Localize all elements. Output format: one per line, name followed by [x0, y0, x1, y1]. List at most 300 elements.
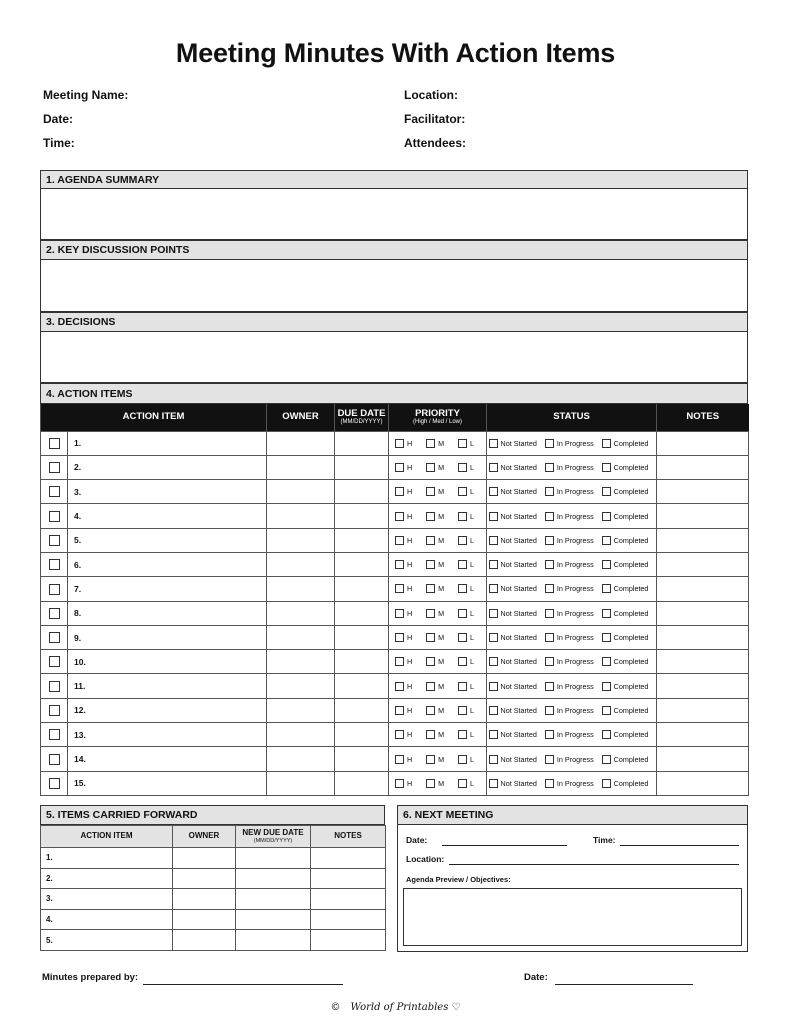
notes-cell[interactable] [657, 480, 749, 504]
checkbox-icon[interactable] [426, 682, 435, 691]
checkbox-icon[interactable] [426, 657, 435, 666]
checkbox-icon[interactable] [426, 584, 435, 593]
priority-option[interactable] [426, 512, 444, 521]
row-checkbox-icon[interactable] [49, 559, 60, 570]
status-option[interactable] [602, 730, 649, 739]
notes-cell[interactable] [657, 747, 749, 771]
status-option[interactable] [545, 682, 594, 691]
priority-option[interactable] [426, 730, 444, 739]
checkbox-icon[interactable] [458, 439, 467, 448]
owner-cell[interactable] [267, 723, 335, 747]
checkbox-icon[interactable] [602, 755, 611, 764]
status-option[interactable] [602, 487, 649, 496]
time-input[interactable] [135, 145, 328, 165]
checkbox-icon[interactable] [602, 536, 611, 545]
priority-option[interactable] [426, 682, 444, 691]
priority-option[interactable] [395, 657, 412, 666]
checkbox-icon[interactable] [602, 609, 611, 618]
owner-cell[interactable] [267, 552, 335, 576]
checkbox-icon[interactable] [489, 779, 498, 788]
priority-option[interactable] [458, 512, 474, 521]
priority-option[interactable] [458, 633, 474, 642]
checkbox-icon[interactable] [545, 609, 554, 618]
due-date-cell[interactable] [335, 528, 389, 552]
priority-option[interactable] [426, 657, 444, 666]
checkbox-icon[interactable] [395, 463, 404, 472]
row-check-cell[interactable] [41, 747, 68, 771]
priority-option[interactable] [426, 536, 444, 545]
action-item-cell[interactable] [68, 504, 267, 528]
status-option[interactable] [489, 609, 537, 618]
checkbox-icon[interactable] [458, 463, 467, 472]
row-check-cell[interactable] [41, 431, 68, 455]
cf-owner-cell[interactable] [173, 848, 236, 869]
cf-owner-cell[interactable] [173, 889, 236, 910]
checkbox-icon[interactable] [602, 584, 611, 593]
due-date-cell[interactable] [335, 455, 389, 479]
checkbox-icon[interactable] [545, 755, 554, 764]
checkbox-icon[interactable] [545, 706, 554, 715]
cf-owner-cell[interactable] [173, 909, 236, 930]
action-item-cell[interactable] [68, 650, 267, 674]
owner-cell[interactable] [267, 577, 335, 601]
priority-option[interactable] [458, 609, 474, 618]
priority-option[interactable] [395, 682, 412, 691]
status-option[interactable] [602, 682, 649, 691]
notes-cell[interactable] [657, 601, 749, 625]
checkbox-icon[interactable] [602, 730, 611, 739]
row-checkbox-icon[interactable] [49, 754, 60, 765]
checkbox-icon[interactable] [489, 609, 498, 618]
cf-owner-cell[interactable] [173, 930, 236, 951]
checkbox-icon[interactable] [395, 657, 404, 666]
checkbox-icon[interactable] [602, 657, 611, 666]
checkbox-icon[interactable] [458, 755, 467, 764]
status-option[interactable] [602, 779, 649, 788]
checkbox-icon[interactable] [395, 779, 404, 788]
checkbox-icon[interactable] [545, 682, 554, 691]
priority-option[interactable] [426, 439, 444, 448]
checkbox-icon[interactable] [545, 657, 554, 666]
checkbox-icon[interactable] [395, 633, 404, 642]
location-input[interactable] [476, 97, 735, 117]
status-option[interactable] [489, 512, 537, 521]
due-date-cell[interactable] [335, 771, 389, 795]
checkbox-icon[interactable] [602, 706, 611, 715]
owner-cell[interactable] [267, 504, 335, 528]
status-option[interactable] [602, 706, 649, 715]
priority-option[interactable] [458, 439, 474, 448]
cf-new-due-date-cell[interactable] [236, 889, 311, 910]
cf-owner-cell[interactable] [173, 868, 236, 889]
cf-new-due-date-cell[interactable] [236, 868, 311, 889]
priority-option[interactable] [395, 706, 412, 715]
priority-option[interactable] [426, 560, 444, 569]
due-date-cell[interactable] [335, 674, 389, 698]
status-option[interactable] [489, 439, 537, 448]
notes-cell[interactable] [657, 771, 749, 795]
owner-cell[interactable] [267, 528, 335, 552]
priority-option[interactable] [426, 755, 444, 764]
action-item-cell[interactable] [68, 577, 267, 601]
notes-cell[interactable] [657, 674, 749, 698]
priority-option[interactable] [395, 463, 412, 472]
checkbox-icon[interactable] [545, 584, 554, 593]
checkbox-icon[interactable] [458, 536, 467, 545]
checkbox-icon[interactable] [458, 560, 467, 569]
checkbox-icon[interactable] [489, 439, 498, 448]
priority-option[interactable] [458, 657, 474, 666]
status-option[interactable] [602, 536, 649, 545]
cf-notes-cell[interactable] [311, 868, 386, 889]
status-option[interactable] [602, 584, 649, 593]
due-date-cell[interactable] [335, 723, 389, 747]
priority-option[interactable] [458, 560, 474, 569]
facilitator-input[interactable] [476, 121, 735, 141]
priority-option[interactable] [395, 584, 412, 593]
checkbox-icon[interactable] [395, 512, 404, 521]
status-option[interactable] [489, 755, 537, 764]
row-check-cell[interactable] [41, 674, 68, 698]
status-option[interactable] [602, 512, 649, 521]
row-check-cell[interactable] [41, 601, 68, 625]
checkbox-icon[interactable] [426, 487, 435, 496]
priority-option[interactable] [395, 755, 412, 764]
action-item-cell[interactable] [68, 625, 267, 649]
due-date-cell[interactable] [335, 747, 389, 771]
cf-new-due-date-cell[interactable] [236, 930, 311, 951]
notes-cell[interactable] [657, 577, 749, 601]
status-option[interactable] [489, 584, 537, 593]
due-date-cell[interactable] [335, 431, 389, 455]
row-check-cell[interactable] [41, 650, 68, 674]
status-option[interactable] [545, 512, 594, 521]
notes-cell[interactable] [657, 625, 749, 649]
checkbox-icon[interactable] [426, 609, 435, 618]
row-check-cell[interactable] [41, 552, 68, 576]
row-check-cell[interactable] [41, 698, 68, 722]
status-option[interactable] [545, 536, 594, 545]
priority-option[interactable] [395, 536, 412, 545]
notes-cell[interactable] [657, 698, 749, 722]
checkbox-icon[interactable] [602, 682, 611, 691]
checkbox-icon[interactable] [426, 536, 435, 545]
status-option[interactable] [602, 463, 649, 472]
row-checkbox-icon[interactable] [49, 511, 60, 522]
checkbox-icon[interactable] [458, 487, 467, 496]
checkbox-icon[interactable] [602, 439, 611, 448]
notes-cell[interactable] [657, 455, 749, 479]
priority-option[interactable] [458, 682, 474, 691]
notes-cell[interactable] [657, 431, 749, 455]
owner-cell[interactable] [267, 455, 335, 479]
checkbox-icon[interactable] [395, 755, 404, 764]
row-checkbox-icon[interactable] [49, 535, 60, 546]
row-check-cell[interactable] [41, 480, 68, 504]
row-checkbox-icon[interactable] [49, 729, 60, 740]
action-item-cell[interactable] [68, 552, 267, 576]
status-option[interactable] [489, 706, 537, 715]
status-option[interactable] [545, 657, 594, 666]
cf-notes-cell[interactable] [311, 848, 386, 869]
checkbox-icon[interactable] [426, 779, 435, 788]
priority-option[interactable] [458, 779, 474, 788]
cf-action-item-cell[interactable] [41, 868, 173, 889]
checkbox-icon[interactable] [426, 560, 435, 569]
priority-option[interactable] [426, 633, 444, 642]
row-checkbox-icon[interactable] [49, 656, 60, 667]
row-checkbox-icon[interactable] [49, 438, 60, 449]
row-check-cell[interactable] [41, 771, 68, 795]
meeting-name-input[interactable] [135, 97, 328, 117]
status-option[interactable] [602, 755, 649, 764]
owner-cell[interactable] [267, 601, 335, 625]
status-option[interactable] [489, 682, 537, 691]
status-option[interactable] [489, 487, 537, 496]
row-checkbox-icon[interactable] [49, 462, 60, 473]
checkbox-icon[interactable] [426, 439, 435, 448]
priority-option[interactable] [395, 560, 412, 569]
checkbox-icon[interactable] [489, 487, 498, 496]
notes-cell[interactable] [657, 552, 749, 576]
due-date-cell[interactable] [335, 504, 389, 528]
checkbox-icon[interactable] [602, 463, 611, 472]
row-checkbox-icon[interactable] [49, 681, 60, 692]
priority-option[interactable] [458, 584, 474, 593]
cf-notes-cell[interactable] [311, 889, 386, 910]
action-item-cell[interactable] [68, 480, 267, 504]
status-option[interactable] [489, 730, 537, 739]
checkbox-icon[interactable] [545, 536, 554, 545]
notes-cell[interactable] [657, 650, 749, 674]
checkbox-icon[interactable] [602, 560, 611, 569]
checkbox-icon[interactable] [426, 463, 435, 472]
checkbox-icon[interactable] [489, 512, 498, 521]
row-check-cell[interactable] [41, 723, 68, 747]
checkbox-icon[interactable] [458, 682, 467, 691]
checkbox-icon[interactable] [395, 730, 404, 739]
action-item-cell[interactable] [68, 723, 267, 747]
checkbox-icon[interactable] [395, 439, 404, 448]
checkbox-icon[interactable] [458, 609, 467, 618]
date-input[interactable] [135, 121, 328, 141]
checkbox-icon[interactable] [545, 633, 554, 642]
action-item-cell[interactable] [68, 455, 267, 479]
checkbox-icon[interactable] [458, 706, 467, 715]
checkbox-icon[interactable] [395, 536, 404, 545]
checkbox-icon[interactable] [545, 779, 554, 788]
checkbox-icon[interactable] [489, 463, 498, 472]
due-date-cell[interactable] [335, 625, 389, 649]
action-item-cell[interactable] [68, 747, 267, 771]
status-option[interactable] [602, 657, 649, 666]
checkbox-icon[interactable] [489, 755, 498, 764]
checkbox-icon[interactable] [458, 730, 467, 739]
priority-option[interactable] [458, 536, 474, 545]
row-check-cell[interactable] [41, 577, 68, 601]
checkbox-icon[interactable] [489, 657, 498, 666]
status-option[interactable] [545, 609, 594, 618]
cf-action-item-cell[interactable] [41, 909, 173, 930]
cf-action-item-cell[interactable] [41, 889, 173, 910]
cf-action-item-cell[interactable] [41, 848, 173, 869]
checkbox-icon[interactable] [395, 584, 404, 593]
priority-option[interactable] [426, 487, 444, 496]
notes-cell[interactable] [657, 723, 749, 747]
priority-option[interactable] [458, 755, 474, 764]
checkbox-icon[interactable] [458, 512, 467, 521]
status-option[interactable] [602, 609, 649, 618]
row-checkbox-icon[interactable] [49, 705, 60, 716]
priority-option[interactable] [395, 487, 412, 496]
action-item-cell[interactable] [68, 528, 267, 552]
priority-option[interactable] [458, 487, 474, 496]
checkbox-icon[interactable] [602, 779, 611, 788]
decisions-area[interactable] [40, 332, 748, 383]
owner-cell[interactable] [267, 480, 335, 504]
cf-action-item-cell[interactable] [41, 930, 173, 951]
checkbox-icon[interactable] [545, 730, 554, 739]
agenda-summary-area[interactable] [40, 189, 748, 240]
owner-cell[interactable] [267, 625, 335, 649]
next-meeting-location-input[interactable] [449, 864, 739, 865]
checkbox-icon[interactable] [545, 560, 554, 569]
priority-option[interactable] [458, 463, 474, 472]
notes-cell[interactable] [657, 504, 749, 528]
priority-option[interactable] [426, 584, 444, 593]
checkbox-icon[interactable] [395, 560, 404, 569]
checkbox-icon[interactable] [545, 512, 554, 521]
checkbox-icon[interactable] [489, 633, 498, 642]
status-option[interactable] [602, 439, 649, 448]
status-option[interactable] [545, 779, 594, 788]
row-check-cell[interactable] [41, 455, 68, 479]
checkbox-icon[interactable] [426, 512, 435, 521]
priority-option[interactable] [395, 633, 412, 642]
checkbox-icon[interactable] [489, 682, 498, 691]
checkbox-icon[interactable] [395, 706, 404, 715]
checkbox-icon[interactable] [489, 584, 498, 593]
priority-option[interactable] [395, 779, 412, 788]
action-item-cell[interactable] [68, 674, 267, 698]
priority-option[interactable] [395, 439, 412, 448]
checkbox-icon[interactable] [426, 633, 435, 642]
checkbox-icon[interactable] [458, 657, 467, 666]
row-checkbox-icon[interactable] [49, 608, 60, 619]
row-checkbox-icon[interactable] [49, 486, 60, 497]
footer-date-input[interactable] [555, 984, 693, 985]
priority-option[interactable] [458, 730, 474, 739]
status-option[interactable] [602, 560, 649, 569]
due-date-cell[interactable] [335, 552, 389, 576]
owner-cell[interactable] [267, 650, 335, 674]
priority-option[interactable] [426, 463, 444, 472]
checkbox-icon[interactable] [458, 779, 467, 788]
cf-new-due-date-cell[interactable] [236, 848, 311, 869]
owner-cell[interactable] [267, 771, 335, 795]
due-date-cell[interactable] [335, 577, 389, 601]
status-option[interactable] [489, 560, 537, 569]
cf-new-due-date-cell[interactable] [236, 909, 311, 930]
action-item-cell[interactable] [68, 771, 267, 795]
status-option[interactable] [545, 706, 594, 715]
checkbox-icon[interactable] [489, 730, 498, 739]
prepared-by-input[interactable] [143, 984, 343, 985]
next-meeting-time-input[interactable] [620, 845, 739, 846]
priority-option[interactable] [395, 730, 412, 739]
status-option[interactable] [545, 487, 594, 496]
owner-cell[interactable] [267, 431, 335, 455]
action-item-cell[interactable] [68, 431, 267, 455]
row-check-cell[interactable] [41, 528, 68, 552]
status-option[interactable] [545, 633, 594, 642]
priority-option[interactable] [395, 609, 412, 618]
cf-notes-cell[interactable] [311, 930, 386, 951]
due-date-cell[interactable] [335, 601, 389, 625]
status-option[interactable] [489, 536, 537, 545]
row-checkbox-icon[interactable] [49, 778, 60, 789]
checkbox-icon[interactable] [395, 487, 404, 496]
checkbox-icon[interactable] [545, 439, 554, 448]
row-checkbox-icon[interactable] [49, 632, 60, 643]
agenda-preview-area[interactable] [403, 888, 742, 946]
checkbox-icon[interactable] [602, 633, 611, 642]
checkbox-icon[interactable] [545, 487, 554, 496]
priority-option[interactable] [426, 779, 444, 788]
status-option[interactable] [545, 755, 594, 764]
checkbox-icon[interactable] [458, 633, 467, 642]
notes-cell[interactable] [657, 528, 749, 552]
checkbox-icon[interactable] [602, 512, 611, 521]
checkbox-icon[interactable] [458, 584, 467, 593]
row-checkbox-icon[interactable] [49, 584, 60, 595]
cf-notes-cell[interactable] [311, 909, 386, 930]
priority-option[interactable] [426, 609, 444, 618]
status-option[interactable] [545, 584, 594, 593]
priority-option[interactable] [395, 512, 412, 521]
due-date-cell[interactable] [335, 698, 389, 722]
status-option[interactable] [545, 730, 594, 739]
status-option[interactable] [489, 463, 537, 472]
row-check-cell[interactable] [41, 504, 68, 528]
checkbox-icon[interactable] [395, 609, 404, 618]
checkbox-icon[interactable] [426, 755, 435, 764]
checkbox-icon[interactable] [489, 560, 498, 569]
status-option[interactable] [545, 560, 594, 569]
priority-option[interactable] [426, 706, 444, 715]
discussion-area[interactable] [40, 260, 748, 312]
checkbox-icon[interactable] [395, 682, 404, 691]
due-date-cell[interactable] [335, 650, 389, 674]
status-option[interactable] [489, 657, 537, 666]
priority-option[interactable] [458, 706, 474, 715]
status-option[interactable] [545, 463, 594, 472]
owner-cell[interactable] [267, 747, 335, 771]
checkbox-icon[interactable] [602, 487, 611, 496]
owner-cell[interactable] [267, 674, 335, 698]
action-item-cell[interactable] [68, 601, 267, 625]
action-item-cell[interactable] [68, 698, 267, 722]
row-check-cell[interactable] [41, 625, 68, 649]
owner-cell[interactable] [267, 698, 335, 722]
due-date-cell[interactable] [335, 480, 389, 504]
checkbox-icon[interactable] [545, 463, 554, 472]
status-option[interactable] [489, 779, 537, 788]
checkbox-icon[interactable] [489, 706, 498, 715]
checkbox-icon[interactable] [426, 730, 435, 739]
next-meeting-date-input[interactable] [442, 845, 567, 846]
status-option[interactable] [602, 633, 649, 642]
